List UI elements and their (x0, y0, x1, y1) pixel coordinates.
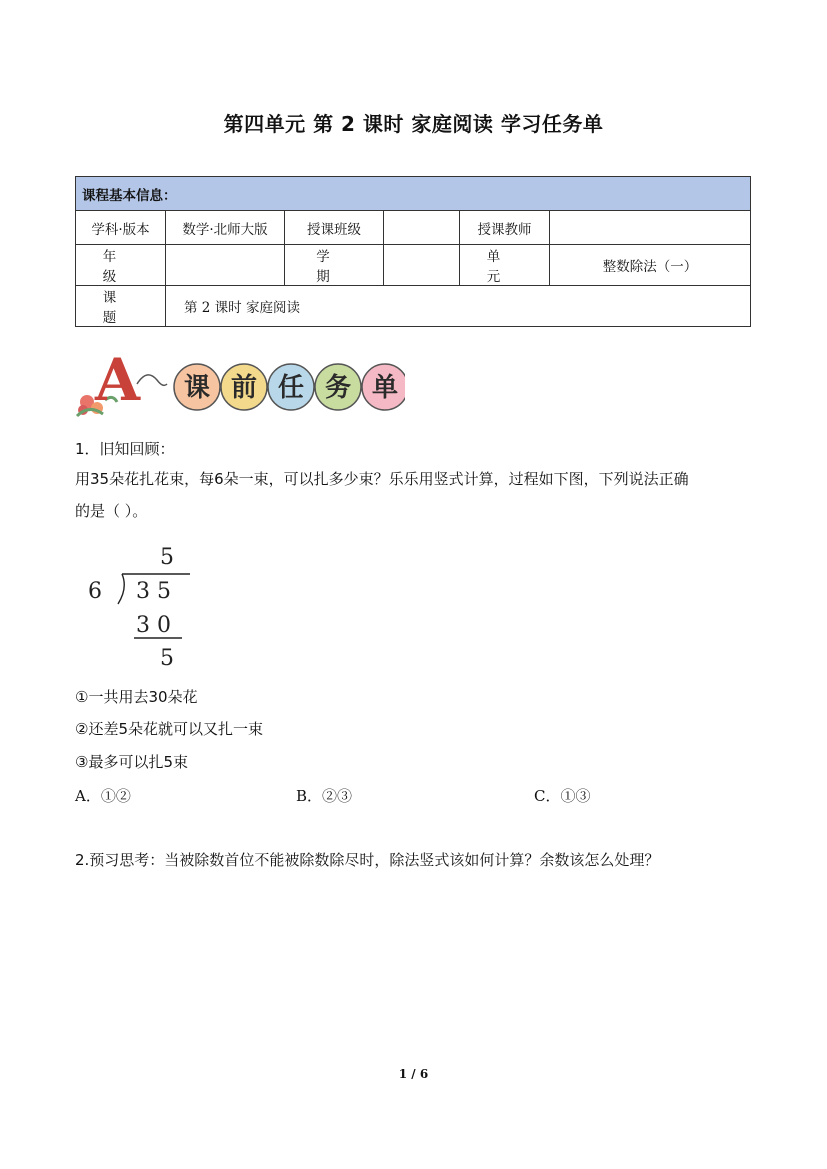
class-label: 授课班级 (285, 211, 384, 245)
statement-2: ②还差5朵花就可以又扎一束 (75, 720, 263, 738)
banner-char: 单 (371, 373, 399, 403)
division-remainder: 5 (160, 646, 174, 671)
question1-options (75, 785, 751, 805)
unit-label: 单 元 (460, 245, 550, 286)
pre-class-task-banner (75, 350, 405, 420)
teacher-value (550, 211, 751, 245)
option-a[interactable]: A．①② (75, 787, 131, 805)
question1-heading: 1．旧知回顾： (75, 440, 175, 458)
page-title: 第四单元 第 2 课时 家庭阅读 学习任务单 (223, 112, 604, 136)
topic-value: 第 2 课时 家庭阅读 (166, 286, 751, 327)
banner-char: 前 (230, 373, 258, 403)
question1-stem-line2: 的是（ ）。 (75, 502, 148, 520)
option-c[interactable]: C．①③ (534, 787, 591, 805)
course-info-table (75, 176, 751, 327)
term-label: 学 期 (285, 245, 384, 286)
option-b[interactable]: B．②③ (296, 787, 353, 805)
banner-char: 任 (277, 373, 305, 403)
division-product: 3 0 (136, 613, 171, 638)
course-info-header: 课程基本信息： (76, 177, 751, 211)
banner-letter: A (95, 350, 141, 414)
banner-char: 课 (183, 373, 211, 403)
grade-label: 年 级 (76, 245, 166, 286)
class-value (384, 211, 460, 245)
subject-value: 数学·北师大版 (166, 211, 285, 245)
topic-label: 课 题 (76, 286, 166, 327)
division-divisor: 6 (88, 579, 102, 604)
grade-value (166, 245, 285, 286)
division-quotient: 5 (160, 545, 174, 570)
question2-text: 2.预习思考：当被除数首位不能被除数除尽时，除法竖式该如何计算？余数该怎么处理？ (75, 851, 660, 869)
long-division-figure (80, 540, 200, 675)
teacher-label: 授课教师 (460, 211, 550, 245)
question1-stem-line1: 用35朵花扎花束，每6朵一束，可以扎多少束？乐乐用竖式计算，过程如下图，下列说法正确 (75, 470, 689, 488)
banner-char: 务 (324, 373, 352, 403)
page-number: 1 / 6 (398, 1067, 429, 1081)
term-value (384, 245, 460, 286)
statement-1: ①一共用去30朵花 (75, 688, 198, 706)
statement-3: ③最多可以扎5束 (75, 753, 188, 771)
unit-value: 整数除法（一） (550, 245, 751, 286)
division-dividend: 3 5 (136, 579, 171, 604)
subject-label: 学科·版本 (76, 211, 166, 245)
